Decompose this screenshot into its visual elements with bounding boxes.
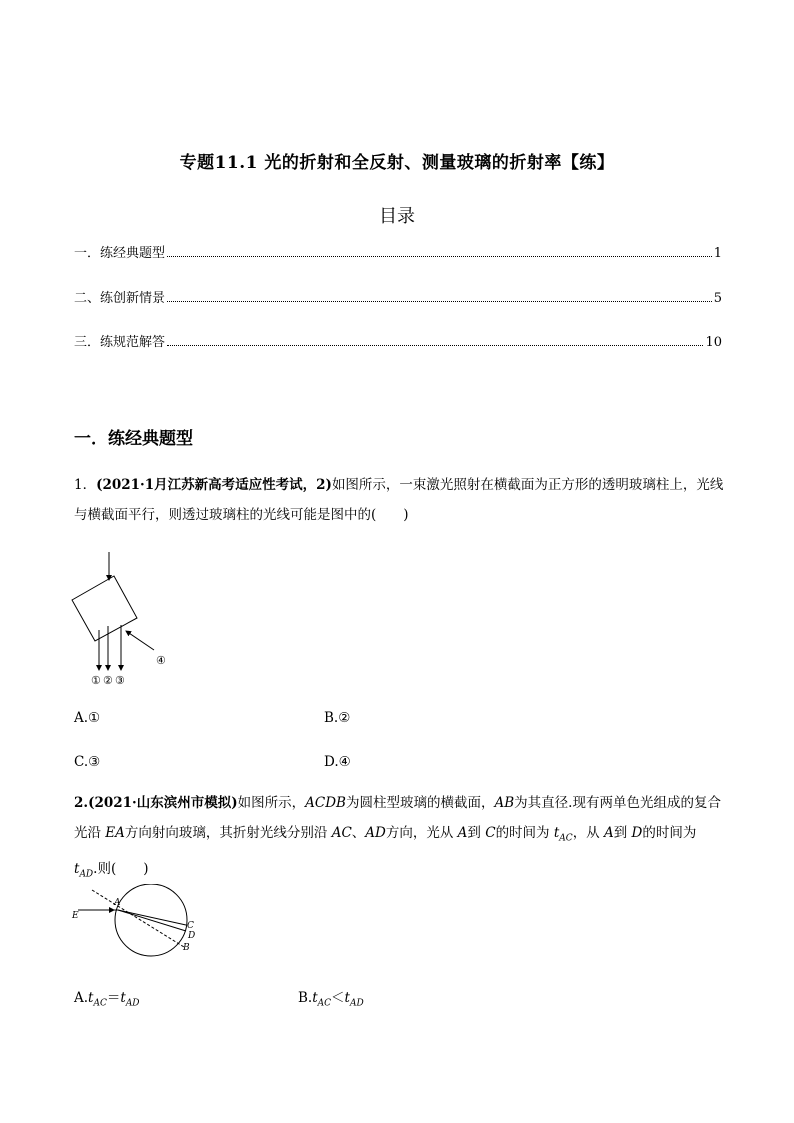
toc-heading: 目录 <box>379 206 415 227</box>
toc-item[interactable] <box>74 330 722 350</box>
toc-item-label: 二、练创新情景 <box>74 291 166 306</box>
ray-label-3: ③ <box>115 674 125 687</box>
question-2-text: 2.(2021·山东滨州市模拟)如图所示，ACDB为圆柱型玻璃的横截面，AB为其直径.现有两单色光组成的复合 光沿 EA方向射向玻璃，其折射光线分别沿 AC、AD方向，光从 A到 C的时间为 $t_{AC}$，从 A到 D的时间为 $t_{AD}$.则( ) <box>74 795 721 880</box>
refracted-ray-ad <box>118 910 186 931</box>
section-heading: 一．练经典题型 <box>74 429 193 449</box>
diameter-ab <box>92 890 184 947</box>
label-e: E <box>72 911 79 921</box>
toc-leader <box>167 256 712 257</box>
question-1-text: 1．(2021·1月江苏新高考适应性考试，2)如图所示，一束激光照射在横截面为正方形的透明玻璃柱上，光线 与横截面平行，则透过玻璃柱的光线可能是图中的( ) <box>74 477 724 523</box>
toc-leader <box>167 345 703 346</box>
toc-item[interactable] <box>74 241 722 261</box>
label-c: C <box>187 921 194 931</box>
toc-item-page: 10 <box>705 335 722 350</box>
option-d[interactable]: D.④ <box>324 754 351 770</box>
toc-item-label: 一．练经典题型 <box>74 246 166 261</box>
option-a[interactable]: A.① <box>74 710 101 726</box>
label-a: A <box>114 898 121 908</box>
page-title: 专题11.1 光的折射和全反射、测量玻璃的折射率【练】 <box>179 153 615 173</box>
toc-item-label: 三．练规范解答 <box>74 335 166 350</box>
label-b: B <box>183 943 190 953</box>
question-source: (2021·山东滨州市模拟) <box>88 795 238 811</box>
option-c[interactable]: C.③ <box>74 754 101 770</box>
toc-item-page: 1 <box>713 246 722 261</box>
question-2-figure <box>64 884 204 960</box>
label-d: D <box>188 931 196 941</box>
question-1-figure <box>62 546 182 690</box>
option-b[interactable]: B.② <box>324 710 351 726</box>
toc-leader <box>167 301 712 302</box>
ray-label-2: ② <box>103 674 113 687</box>
toc-item[interactable] <box>74 286 722 306</box>
question-number: 2. <box>74 795 89 811</box>
ray-label-4: ④ <box>156 654 166 667</box>
refracted-ray-ac <box>118 910 186 925</box>
question-number: 1． <box>74 477 97 493</box>
ray-4 <box>126 631 154 650</box>
ray-label-1: ① <box>91 674 101 687</box>
option-b[interactable]: $B.t_{AC}<t_{AD}$ <box>298 990 364 1009</box>
option-a[interactable]: $A.t_{AC}=t_{AD}$ <box>74 990 140 1009</box>
question-source: (2021·1月江苏新高考适应性考试，2) <box>96 477 332 493</box>
toc-item-page: 5 <box>713 291 722 306</box>
